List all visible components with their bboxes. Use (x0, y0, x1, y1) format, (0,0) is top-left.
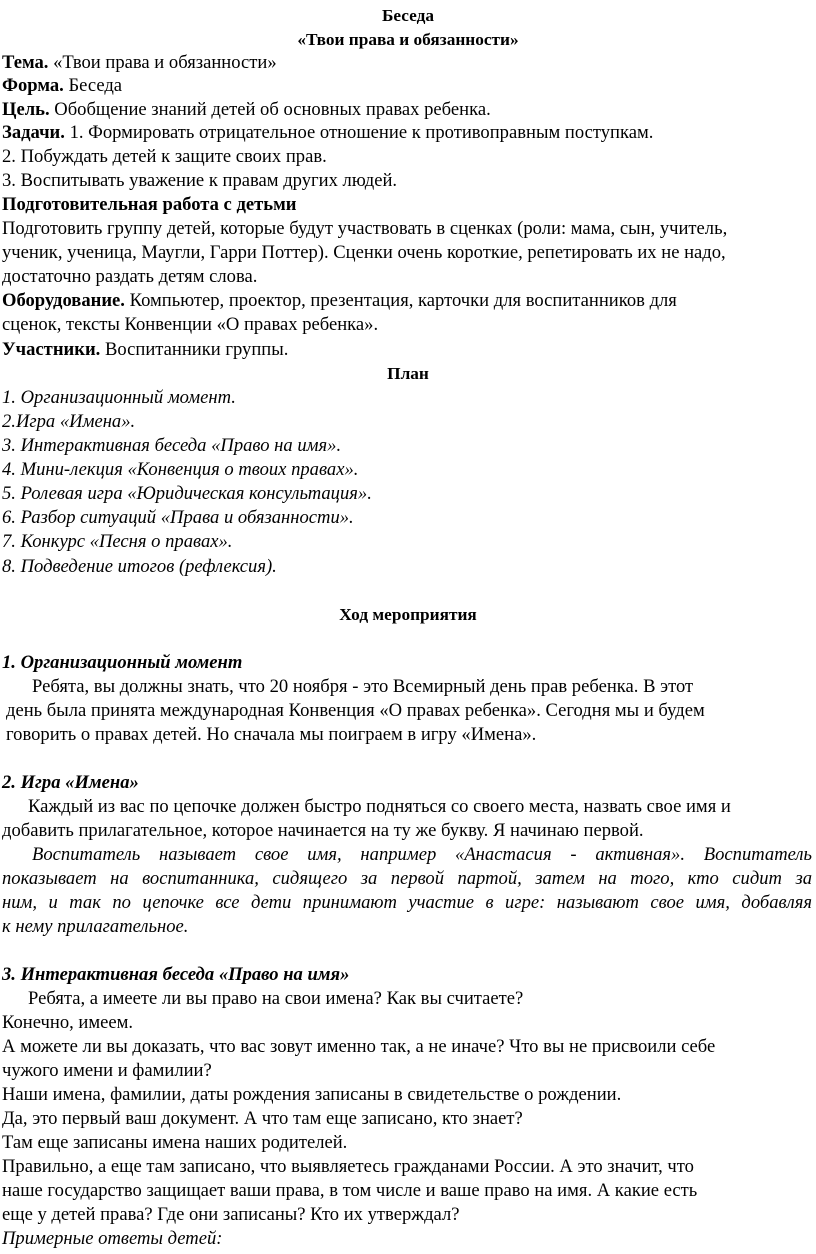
equipment-line: сценок, тексты Конвенции «О правах ребенка». (2, 314, 379, 335)
plan-item: 5. Ролевая игра «Юридическая консультация». (2, 483, 372, 504)
task-item: 2. Побуждать детей к защите своих прав. (2, 146, 327, 167)
paragraph-line: Ребята, вы должны знать, что 20 ноября - это Всемирный день прав ребенка. В этот (32, 676, 694, 697)
section-title: 3. Интерактивная беседа «Право на имя» (2, 964, 350, 985)
equipment-line (2, 289, 812, 314)
prep-text-line: достаточно раздать детям слова. (2, 266, 258, 287)
goal-value: Обобщение знаний детей об основных правах ребенка. (49, 99, 491, 120)
equipment-value: Компьютер, проектор, презентация, карточки для воспитанников для (124, 290, 677, 311)
participants-value: Воспитанники группы. (100, 339, 289, 360)
dialog-line: наше государство защищает ваши права, в том числе и ваше право на имя. А какие есть (2, 1180, 698, 1201)
prep-text-line: Подготовить группу детей, которые будут участвовать в сценках (роли: мама, сын, учитель, (2, 218, 728, 239)
tasks-label: Задачи. (2, 122, 65, 143)
form-label: Форма. (2, 75, 64, 96)
paragraph-line: говорить о правах детей. Но сначала мы поиграем в игру «Имена». (6, 724, 537, 745)
plan-item: 4. Мини-лекция «Конвенция о твоих правах». (2, 459, 359, 480)
task-item: 3. Воспитывать уважение к правам других людей. (2, 170, 398, 191)
participants-label: Участники. (2, 339, 101, 360)
italic-paragraph-line: к нему прилагательное. (2, 916, 189, 937)
paragraph-line: Каждый из вас по цепочке должен быстро подняться со своего места, назвать свое имя и (28, 796, 731, 817)
plan-item: 1. Организационный момент. (2, 387, 236, 408)
event-heading: Ход мероприятия (339, 605, 477, 624)
dialog-line: Там еще записаны имена наших родителей. (2, 1132, 348, 1153)
prep-text-line: ученик, ученица, Маугли, Гарри Поттер). Сценки очень короткие, репетировать их не надо, (2, 242, 726, 263)
goal-line (2, 98, 812, 123)
plan-item: 6. Разбор ситуаций «Права и обязанности». (2, 507, 354, 528)
plan-item: 3. Интерактивная беседа «Право на имя». (2, 435, 342, 456)
dialog-line: Да, это первый ваш документ. А что там еще записано, кто знает? (2, 1108, 523, 1129)
italic-paragraph-line: Воспитатель называет свое имя, например «Анастасия - активная». Воспитатель (32, 844, 812, 865)
plan-heading: План (387, 364, 429, 383)
dialog-line: Правильно, а еще там записано, что выявляетесь гражданами России. А это значит, что (2, 1156, 694, 1177)
dialog-line: еще у детей права? Где они записаны? Кто их утверждал? (2, 1204, 460, 1225)
dialog-line: Наши имена, фамилии, даты рождения записаны в свидетельстве о рождении. (2, 1084, 622, 1105)
dialog-line: Ребята, а имеете ли вы право на свои имена? Как вы считаете? (28, 988, 524, 1009)
tasks-line (2, 121, 812, 146)
dialog-line: А можете ли вы доказать, что вас зовут именно так, а не иначе? Что вы не присвоили себе (2, 1036, 716, 1057)
form-value: Беседа (63, 75, 123, 96)
italic-paragraph-line: Примерные ответы детей: (2, 1228, 223, 1249)
dialog-line: Конечно, имеем. (2, 1012, 134, 1033)
plan-item: 8. Подведение итогов (рефлексия). (2, 556, 277, 577)
participants-line (2, 338, 812, 363)
prep-heading: Подготовительная работа с детьми (2, 194, 297, 215)
topic-label: Тема. (2, 52, 49, 73)
document-subtitle: «Твои права и обязанности» (297, 30, 519, 49)
equipment-label: Оборудование. (2, 290, 125, 311)
italic-paragraph-line: показывает на воспитанника, сидящего за первой партой, затем на того, кто сидит за (2, 868, 812, 889)
paragraph-line: добавить прилагательное, которое начинается на ту же букву. Я начинаю первой. (2, 820, 644, 841)
section-title: 2. Игра «Имена» (2, 772, 139, 793)
plan-item: 7. Конкурс «Песня о правах». (2, 531, 233, 552)
document-title: Беседа (381, 6, 434, 25)
plan-item: 2.Игра «Имена». (2, 411, 136, 432)
goal-label: Цель. (2, 99, 50, 120)
task-item: 1. Формировать отрицательное отношение к противоправным поступкам. (64, 122, 654, 143)
dialog-line: чужого имени и фамилии? (2, 1060, 212, 1081)
topic-value: «Твои права и обязанности» (48, 52, 277, 73)
italic-paragraph-line: ним, и так по цепочке все дети принимают участие в игре: называют свое имя, добавляя (2, 892, 812, 913)
section-title: 1. Организационный момент (2, 652, 243, 673)
form-line (2, 74, 812, 99)
topic-line (2, 51, 812, 76)
paragraph-line: день была принята международная Конвенция «О правах ребенка». Сегодня мы и будем (6, 700, 705, 721)
